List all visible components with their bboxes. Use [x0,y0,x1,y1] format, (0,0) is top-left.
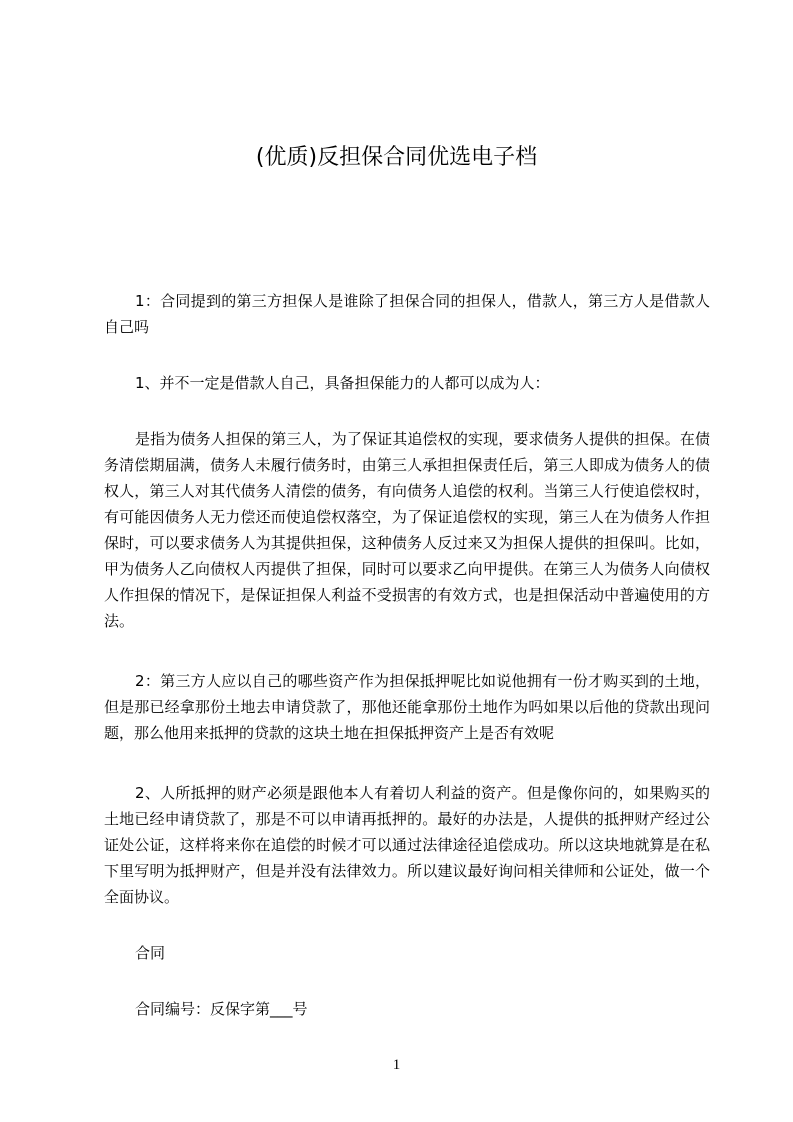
paragraph-question-1: 1：合同提到的第三方担保人是谁除了担保合同的担保人，借款人，第三方人是借款人自己吗 [104,292,710,336]
document-body [104,288,710,1052]
page-number: 1 [392,1057,401,1073]
document-title: (优质)反担保合同优选电子档 [255,145,538,170]
paragraph-answer-1: 1、并不一定是借款人自己，具备担保能力的人都可以成为人： [135,374,550,392]
paragraph-question-2: 2：第三方人应以自己的哪些资产作为担保抵押呢比如说他拥有一份才购买到的土地，但是那已经拿那份土地去申请贷款了，那他还能拿那份土地作为吗如果以后他的贷款出现问题，那么他用来抵押的贷款的这块土地在担保抵押资产上是否有效呢 [104,672,710,742]
paragraph-explanation: 是指为债务人担保的第三人，为了保证其追偿权的实现，要求债务人提供的担保。在债务清偿期届满，债务人未履行债务时，由第三人承担担保责任后，第三人即成为债务人的债权人，第三人对其代债务人清偿的债务，有向债务人追偿的权利。当第三人行使追偿权时，有可能因债务人无力偿还而使追偿权落空，为了保证追偿权的实现，第三人在为债务人作担保时，可以要求债务人为其提供担保，这种债务人反过来又为担保人提供的担保叫。比如，甲为债务人乙向债权人丙提供了担保，同时可以要求乙向甲提供。在第三人为债务人向债权人作担保的情况下，是保证担保人利益不受损害的有效方式，也是担保活动中普遍使用的方法。 [104,430,710,630]
paragraph-answer-2: 2、人所抵押的财产必须是跟他本人有着切人利益的资产。但是像你问的，如果购买的土地已经申请贷款了，那是不可以申请再抵押的。最好的办法是，人提供的抵押财产经过公证处公证，这样将来你在追偿的时候才可以通过法律途径追偿成功。所以这块地就算是在私下里写明为抵押财产，但是并没有法律效力。所以建议最好询问相关律师和公证处，做一个全面协议。 [104,784,710,906]
paragraph-contract-number: 合同编号：反保字第___号 [135,1000,308,1018]
paragraph-contract-heading: 合同 [135,944,166,962]
